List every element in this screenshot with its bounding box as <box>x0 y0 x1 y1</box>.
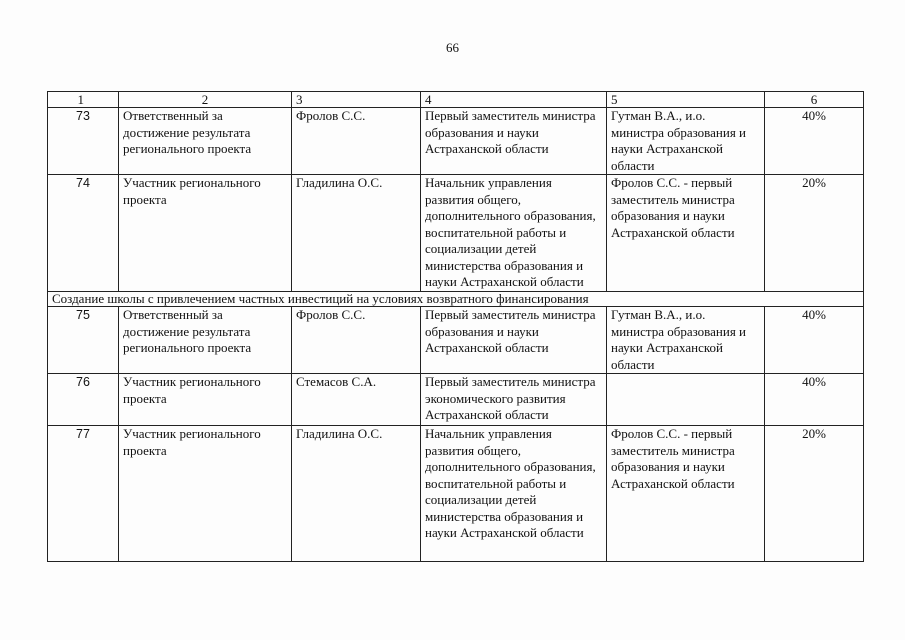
role-cell: Участник регионального проекта <box>119 426 292 562</box>
table-row <box>48 307 864 374</box>
supervisor-cell: Фролов С.С. - первый заместитель министра образования и науки Астраханской области <box>607 175 765 292</box>
person-name-cell: Фролов С.С. <box>292 307 421 374</box>
position-cell: Начальник управления развития общего, дополнительного образования, воспитательной работы и социализации детей министерства образования и науки Астраханской области <box>421 426 607 562</box>
share-cell: 40% <box>765 307 864 374</box>
column-header-6: 6 <box>765 92 864 108</box>
person-name-cell: Фролов С.С. <box>292 108 421 175</box>
table-row <box>48 426 864 562</box>
person-name-cell: Стемасов С.А. <box>292 374 421 426</box>
row-number: 75 <box>48 307 119 374</box>
row-number: 73 <box>48 108 119 175</box>
header-row <box>48 92 864 108</box>
row-number: 77 <box>48 426 119 562</box>
person-name-cell: Гладилина О.С. <box>292 175 421 292</box>
share-cell: 20% <box>765 426 864 562</box>
position-cell: Начальник управления развития общего, дополнительного образования, воспитательной работы и социализации детей министерства образования и науки Астраханской области <box>421 175 607 292</box>
column-header-1: 1 <box>48 92 119 108</box>
role-cell: Участник регионального проекта <box>119 175 292 292</box>
person-name-cell: Гладилина О.С. <box>292 426 421 562</box>
column-header-3: 3 <box>292 92 421 108</box>
role-cell: Ответственный за достижение результата регионального проекта <box>119 108 292 175</box>
position-cell: Первый заместитель министра образования и науки Астраханской области <box>421 307 607 374</box>
position-cell: Первый заместитель министра образования и науки Астраханской области <box>421 108 607 175</box>
share-cell: 20% <box>765 175 864 292</box>
role-cell: Ответственный за достижение результата регионального проекта <box>119 307 292 374</box>
section-row <box>48 292 864 307</box>
share-cell: 40% <box>765 108 864 175</box>
column-header-4: 4 <box>421 92 607 108</box>
page-number: 66 <box>446 40 459 55</box>
table-row <box>48 374 864 426</box>
supervisor-cell <box>607 374 765 426</box>
column-header-5: 5 <box>607 92 765 108</box>
position-cell: Первый заместитель министра экономического развития Астраханской области <box>421 374 607 426</box>
column-header-2: 2 <box>119 92 292 108</box>
supervisor-cell: Гутман В.А., и.о. министра образования и науки Астраханской области <box>607 307 765 374</box>
row-number: 74 <box>48 175 119 292</box>
table-row <box>48 108 864 175</box>
table-row <box>48 175 864 292</box>
project-roles-table <box>47 91 864 562</box>
role-cell: Участник регионального проекта <box>119 374 292 426</box>
supervisor-cell: Гутман В.А., и.о. министра образования и науки Астраханской области <box>607 108 765 175</box>
supervisor-cell: Фролов С.С. - первый заместитель министра образования и науки Астраханской области <box>607 426 765 562</box>
row-number: 76 <box>48 374 119 426</box>
section-title: Создание школы с привлечением частных инвестиций на условиях возвратного финансирования <box>48 292 864 307</box>
share-cell: 40% <box>765 374 864 426</box>
